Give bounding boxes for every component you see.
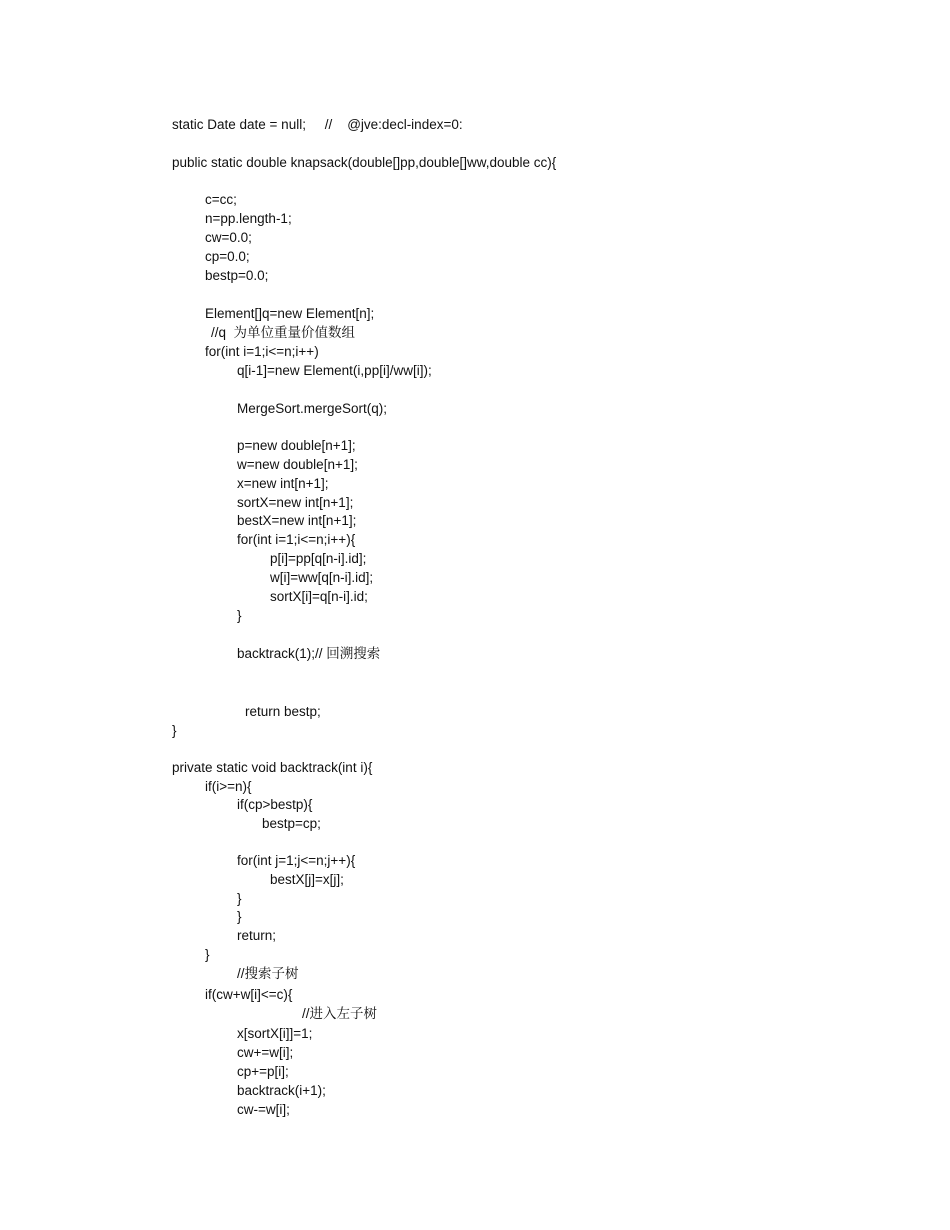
code-line: backtrack(i+1); (237, 1083, 326, 1098)
code-line: MergeSort.mergeSort(q); (237, 401, 388, 416)
code-line: } (237, 608, 242, 623)
code-line: if(cp>bestp){ (237, 797, 313, 812)
code-line: cp+=p[i]; (237, 1064, 289, 1079)
code-line: return bestp; (245, 704, 321, 719)
code-line: bestp=cp; (262, 816, 321, 831)
code-line: } (205, 947, 210, 962)
code-line: bestp=0.0; (205, 268, 269, 283)
code-line: private static void backtrack(int i){ (172, 760, 373, 775)
code-comment: //q 为单位重量价值数组 (211, 325, 356, 340)
code-line: p=new double[n+1]; (237, 438, 356, 453)
code-line: bestX=new int[n+1]; (237, 513, 357, 528)
code-line: q[i-1]=new Element(i,pp[i]/ww[i]); (237, 363, 432, 378)
code-line: w=new double[n+1]; (237, 457, 358, 472)
code-line: p[i]=pp[q[n-i].id]; (270, 551, 367, 566)
code-line: x[sortX[i]]=1; (237, 1026, 313, 1041)
code-line: bestX[j]=x[j]; (270, 872, 344, 887)
code-line: if(i>=n){ (205, 779, 252, 794)
code-line: sortX=new int[n+1]; (237, 495, 354, 510)
code-line: cp=0.0; (205, 249, 250, 264)
code-line: for(int j=1;j<=n;j++){ (237, 853, 356, 868)
code-line: backtrack(1);// 回溯搜索 (237, 646, 381, 661)
code-line: } (237, 909, 242, 924)
code-comment: //进入左子树 (302, 1006, 378, 1021)
code-line: cw=0.0; (205, 230, 252, 245)
code-line: } (172, 723, 177, 738)
code-line: Element[]q=new Element[n]; (205, 306, 375, 321)
code-comment: //搜索子树 (237, 966, 299, 981)
code-line: sortX[i]=q[n-i].id; (270, 589, 368, 604)
code-line: return; (237, 928, 277, 943)
code-line: x=new int[n+1]; (237, 476, 329, 491)
code-line: } (237, 891, 242, 906)
code-line: cw+=w[i]; (237, 1045, 294, 1060)
code-line: cw-=w[i]; (237, 1102, 290, 1117)
code-line: static Date date = null; // @jve:decl-index=0: (172, 117, 463, 132)
code-line: if(cw+w[i]<=c){ (205, 987, 293, 1002)
code-line: n=pp.length-1; (205, 211, 292, 226)
code-line: c=cc; (205, 192, 237, 207)
code-line: for(int i=1;i<=n;i++){ (237, 532, 356, 547)
code-line: public static double knapsack(double[]pp,double[]ww,double cc){ (172, 155, 557, 170)
code-line: for(int i=1;i<=n;i++) (205, 344, 319, 359)
code-line: w[i]=ww[q[n-i].id]; (270, 570, 374, 585)
